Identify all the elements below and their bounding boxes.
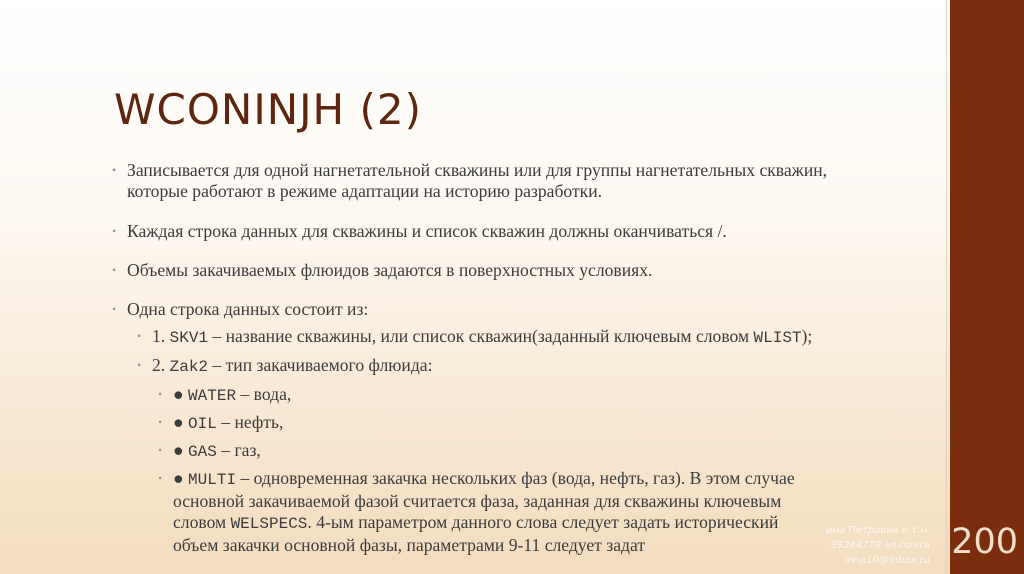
bullet-item: • Каждая строка данных для скважины и список скважин должны оканчиваться /.: [108, 221, 828, 242]
code-keyword: OIL: [188, 415, 217, 433]
fluid-item: • ● OIL – нефть,: [158, 412, 828, 435]
sub-bullet-item: • 1. SKV1 – название скважины, или список скважин(заданный ключевым словом WLIST);: [135, 326, 828, 349]
code-keyword: MULTI: [188, 471, 237, 489]
code-keyword: SKV1: [169, 329, 209, 347]
bullet-item: • Объемы закачиваемых флюидов задаются в поверхностных условиях.: [108, 260, 828, 281]
code-keyword: Zak2: [169, 358, 209, 376]
slide-content: [108, 160, 828, 556]
code-keyword: WATER: [188, 387, 237, 405]
bullet-item: • Записывается для одной нагнетательной скважины или для группы нагнетательных скважин, которые работают в режиме адаптации на историю разработки.: [108, 160, 828, 202]
author-watermark: ина Петровна к.т.н. 39244778 эл.почта inna10@inbox.ru: [826, 525, 930, 566]
fluid-item: • ● WATER – вода,: [158, 384, 828, 407]
code-keyword: GAS: [188, 443, 217, 461]
code-keyword: WLIST: [753, 329, 802, 347]
fluid-item: • ● GAS – газ,: [158, 440, 828, 463]
slide-number: 200: [951, 522, 1018, 562]
bullet-item: • Одна строка данных состоит из:: [108, 299, 828, 320]
fluid-item: • ● MULTI – одновременная закачка нескольких фаз (вода, нефть, газ). В этом случае основной закачиваемой фазой считается фаза, заданная для скважины ключевым словом WELSPECS. 4-ым параметром данного слова следует задать исторический объем закачки основной фазы, параметрами 9-11 следует задат: [158, 468, 828, 556]
sub-bullet-item: • 2. Zak2 – тип закачиваемого флюида:: [135, 355, 828, 378]
side-accent-bar: [950, 0, 1024, 574]
slide-edge-line: [946, 0, 947, 574]
code-keyword: WELSPECS: [230, 515, 308, 533]
slide-title: WCONINJH (2): [114, 85, 422, 134]
